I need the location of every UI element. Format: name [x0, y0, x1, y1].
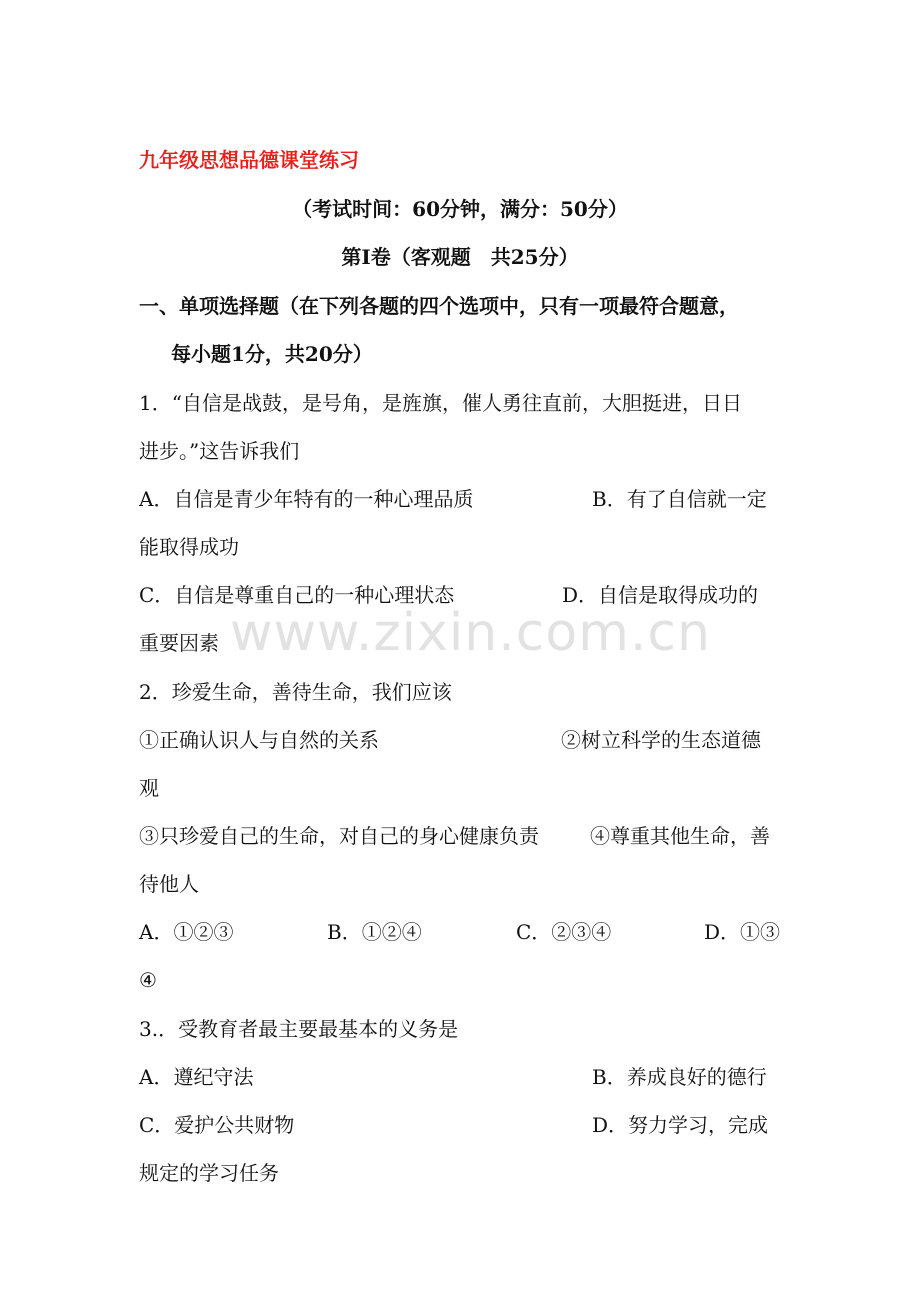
q3-option-c: C．爱护公共财物	[139, 1113, 295, 1137]
exam-info: （考试时间：60分钟，满分：50分）	[292, 197, 628, 221]
q2-option-c: C．②③④	[516, 920, 612, 944]
q3-option-b: B．养成良好的德行	[592, 1065, 767, 1089]
q2-statement-3: ③只珍爱自己的生命，对自己的身心健康负责	[139, 824, 539, 848]
section-heading-line1: 一、单项选择题（在下列各题的四个选项中，只有一项最符合题意，	[139, 294, 739, 318]
section-heading-line2: 每小题1分，共20分）	[171, 342, 373, 366]
q3-stem: 3.．受教育者最主要最基本的义务是	[139, 1017, 459, 1041]
q1-option-a: A．自信是青少年特有的一种心理品质	[139, 487, 474, 511]
q1-option-b-cont: 能取得成功	[139, 535, 239, 559]
q2-statement-1: ①正确认识人与自然的关系	[139, 728, 379, 752]
q3-option-d-cont: 规定的学习任务	[139, 1161, 279, 1185]
watermark: www.zixin.com.cn	[230, 603, 711, 663]
q2-option-a: A．①②③	[139, 920, 234, 944]
q2-statement-2: ②树立科学的生态道德	[561, 728, 761, 752]
q1-stem-line1: 1．“自信是战鼓，是号角，是旌旗，催人勇往直前，大胆挺进，日日	[139, 391, 742, 415]
q1-stem-line2: 进步。”这告诉我们	[139, 439, 300, 463]
q2-stem: 2．珍爱生命，善待生命，我们应该	[139, 680, 452, 704]
part-title: 第Ⅰ卷（客观题 共25分）	[341, 245, 579, 269]
q2-option-d-cont: ④	[139, 968, 157, 992]
document-title: 九年级思想品德课堂练习	[139, 148, 359, 172]
q3-option-a: A．遵纪守法	[139, 1065, 254, 1089]
q2-statement-4-cont: 待他人	[139, 872, 199, 896]
q1-option-b: B．有了自信就一定	[592, 487, 767, 511]
q2-statement-4: ④尊重其他生命，善	[590, 824, 770, 848]
q1-option-c: C．自信是尊重自己的一种心理状态	[139, 583, 455, 607]
q1-option-d-cont: 重要因素	[139, 631, 219, 655]
q2-statement-2-cont: 观	[139, 776, 159, 800]
q2-option-b: B．①②④	[327, 920, 422, 944]
q1-option-d: D．自信是取得成功的	[562, 583, 759, 607]
q3-option-d: D．努力学习，完成	[592, 1113, 769, 1137]
q2-option-d: D．①③	[704, 920, 781, 944]
